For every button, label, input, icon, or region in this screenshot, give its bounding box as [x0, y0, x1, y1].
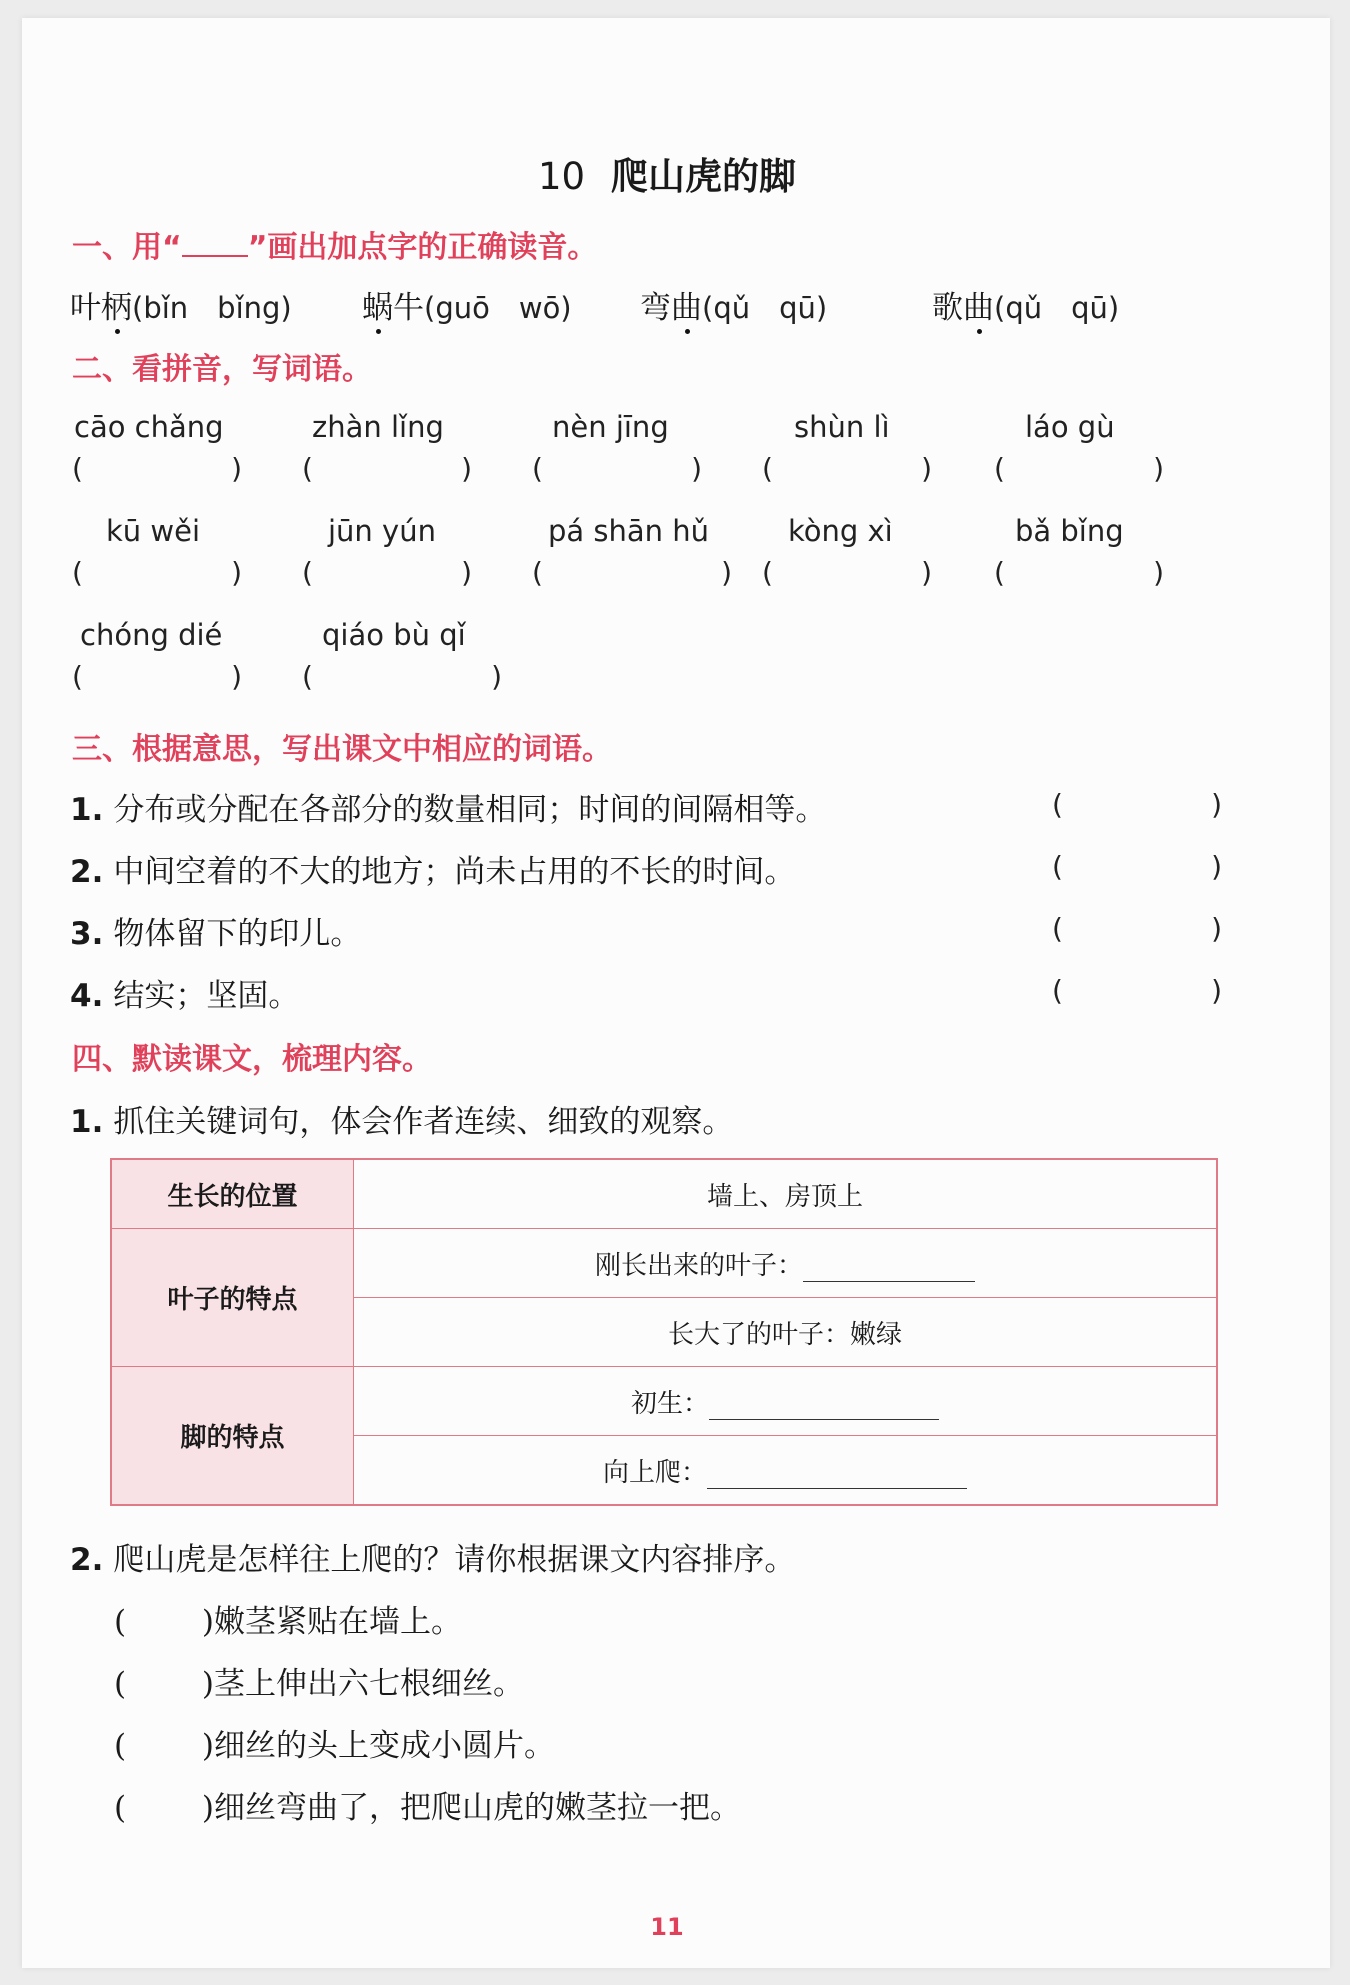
question-text: 结实；坚固。	[113, 978, 300, 1014]
close-paren: )	[201, 1728, 214, 1764]
close-paren: )	[461, 452, 472, 485]
answer-blank[interactable]	[707, 1462, 967, 1489]
section4-question-1	[70, 1096, 733, 1141]
lesson-number: 10	[537, 155, 586, 198]
pronunciation-item-2	[362, 282, 572, 327]
open-paren: (	[1052, 912, 1063, 945]
answer-box[interactable]	[994, 556, 1164, 589]
pronunciation-item-1	[70, 282, 292, 327]
pinyin-item: qiáo bù qǐ	[322, 618, 466, 652]
answer-box[interactable]	[1052, 912, 1222, 945]
open-paren: (	[72, 556, 83, 589]
cell-prompt: 向上爬：	[602, 1457, 707, 1488]
close-paren: )	[461, 556, 472, 589]
table-cell: 长大了的叶子：嫩绿	[354, 1298, 1218, 1367]
question-text: 爬山虎是怎样往上爬的？请你根据课文内容排序。	[113, 1542, 796, 1578]
answer-box[interactable]	[1052, 788, 1222, 821]
close-paren: )	[231, 452, 242, 485]
pronunciation-item-4	[932, 282, 1119, 327]
lesson-title	[22, 146, 1312, 200]
dotted-char: 曲	[963, 290, 994, 326]
reading-options[interactable]: (bǐn bǐng)	[132, 291, 292, 325]
answer-box[interactable]	[762, 452, 932, 485]
order-item	[114, 1658, 524, 1703]
table-cell	[354, 1229, 1218, 1298]
close-paren: )	[691, 452, 702, 485]
pinyin-item: kòng xì	[788, 514, 893, 548]
worksheet-page	[22, 18, 1330, 1968]
word-char: 叶	[70, 290, 101, 326]
question-number: 4.	[70, 978, 104, 1014]
open-paren: (	[994, 452, 1005, 485]
section1-heading-pre: 一、用“	[72, 230, 182, 265]
meaning-item-1	[70, 784, 826, 829]
question-number: 2.	[70, 854, 104, 890]
question-text: 抓住关键词句，体会作者连续、细致的观察。	[113, 1104, 734, 1140]
question-text: 中间空着的不大的地方；尚未占用的不长的时间。	[113, 854, 796, 890]
close-paren: )	[1211, 912, 1222, 945]
open-paren: (	[302, 660, 313, 693]
answer-box[interactable]	[302, 660, 502, 693]
question-text: 分布或分配在各部分的数量相同；时间的间隔相等。	[113, 792, 827, 828]
dotted-char: 蜗	[362, 290, 393, 326]
question-number: 2.	[70, 1542, 104, 1578]
pinyin-item: nèn jīng	[552, 410, 669, 444]
open-paren: (	[114, 1666, 127, 1702]
section4-heading: 四、默读课文，梳理内容。	[72, 1042, 432, 1077]
section4-question-2	[70, 1534, 795, 1579]
close-paren: )	[1153, 452, 1164, 485]
table-cell: 墙上、房顶上	[354, 1159, 1218, 1229]
close-paren: )	[491, 660, 502, 693]
close-paren: )	[231, 556, 242, 589]
pinyin-item: kū wěi	[106, 514, 201, 548]
observation-table	[110, 1158, 1218, 1506]
order-box[interactable]	[114, 1666, 214, 1702]
answer-blank[interactable]	[709, 1393, 939, 1420]
open-paren: (	[532, 452, 543, 485]
order-box[interactable]	[114, 1604, 214, 1640]
underline-blank	[182, 233, 248, 257]
question-text: 物体留下的印儿。	[113, 916, 362, 952]
answer-box[interactable]	[72, 660, 242, 693]
order-text: 嫩茎紧贴在墙上。	[214, 1604, 462, 1640]
close-paren: )	[231, 660, 242, 693]
order-item	[114, 1596, 462, 1641]
close-paren: )	[721, 556, 732, 589]
close-paren: )	[201, 1604, 214, 1640]
close-paren: )	[1211, 974, 1222, 1007]
meaning-item-2	[70, 846, 795, 891]
question-number: 1.	[70, 792, 104, 828]
pinyin-item: shùn lì	[794, 410, 890, 444]
table-row	[111, 1159, 1217, 1229]
open-paren: (	[532, 556, 543, 589]
table-cell	[354, 1367, 1218, 1436]
section2-heading: 二、看拼音，写词语。	[72, 352, 372, 387]
answer-box[interactable]	[532, 452, 702, 485]
meaning-item-3	[70, 908, 361, 953]
table-row	[111, 1229, 1217, 1298]
open-paren: (	[72, 660, 83, 693]
answer-box[interactable]	[72, 452, 242, 485]
answer-box[interactable]	[994, 452, 1164, 485]
question-number: 3.	[70, 916, 104, 952]
section3-heading: 三、根据意思，写出课文中相应的词语。	[72, 732, 612, 767]
answer-box[interactable]	[1052, 974, 1222, 1007]
close-paren: )	[1211, 788, 1222, 821]
open-paren: (	[114, 1790, 127, 1826]
section1-heading	[72, 222, 597, 266]
open-paren: (	[72, 452, 83, 485]
open-paren: (	[1052, 788, 1063, 821]
open-paren: (	[302, 452, 313, 485]
order-box[interactable]	[114, 1728, 214, 1764]
row-label: 脚的特点	[111, 1367, 354, 1506]
table-row	[111, 1367, 1217, 1436]
open-paren: (	[114, 1604, 127, 1640]
pinyin-item: láo gù	[1025, 410, 1115, 444]
page-number: 11	[650, 1913, 684, 1941]
word-char: 歌	[932, 290, 963, 326]
pinyin-item: zhàn lǐng	[312, 410, 444, 444]
word-char: 弯	[640, 290, 671, 326]
cell-prompt: 刚长出来的叶子：	[594, 1250, 803, 1281]
answer-box[interactable]	[1052, 850, 1222, 883]
cell-prompt: 初生：	[630, 1388, 709, 1419]
order-text: 细丝的头上变成小圆片。	[214, 1728, 555, 1764]
open-paren: (	[762, 452, 773, 485]
open-paren: (	[302, 556, 313, 589]
open-paren: (	[1052, 850, 1063, 883]
reading-options[interactable]: (qǔ qū)	[702, 291, 828, 325]
table-cell	[354, 1436, 1218, 1506]
pinyin-item: cāo chǎng	[74, 410, 224, 444]
order-text: 细丝弯曲了，把爬山虎的嫩茎拉一把。	[214, 1790, 741, 1826]
order-item	[114, 1782, 741, 1827]
open-paren: (	[762, 556, 773, 589]
order-item	[114, 1720, 555, 1765]
question-number: 1.	[70, 1104, 104, 1140]
answer-box[interactable]	[762, 556, 932, 589]
answer-box[interactable]	[72, 556, 242, 589]
order-text: 茎上伸出六七根细丝。	[214, 1666, 524, 1702]
close-paren: )	[1153, 556, 1164, 589]
pinyin-item: chóng dié	[80, 618, 223, 652]
close-paren: )	[921, 452, 932, 485]
pinyin-item: pá shān hǔ	[548, 514, 710, 548]
row-label: 生长的位置	[111, 1159, 354, 1229]
row-label: 叶子的特点	[111, 1229, 354, 1367]
reading-options[interactable]: (qǔ qū)	[994, 291, 1120, 325]
close-paren: )	[1211, 850, 1222, 883]
lesson-name: 爬山虎的脚	[611, 155, 797, 198]
section1-heading-post: ”画出加点字的正确读音。	[247, 230, 598, 265]
answer-box[interactable]	[532, 556, 732, 589]
open-paren: (	[114, 1728, 127, 1764]
close-paren: )	[201, 1666, 214, 1702]
answer-box[interactable]	[302, 452, 472, 485]
pinyin-item: bǎ bǐng	[1015, 514, 1124, 548]
answer-blank[interactable]	[803, 1255, 975, 1282]
meaning-item-4	[70, 970, 299, 1015]
open-paren: (	[1052, 974, 1063, 1007]
close-paren: )	[921, 556, 932, 589]
dotted-char: 柄	[101, 290, 132, 326]
dotted-char: 曲	[671, 290, 702, 326]
word-char: 牛	[393, 290, 424, 326]
open-paren: (	[994, 556, 1005, 589]
pronunciation-item-3	[640, 282, 827, 327]
reading-options[interactable]: (guō wō)	[424, 291, 572, 325]
pinyin-item: jūn yún	[328, 514, 436, 548]
close-paren: )	[201, 1790, 214, 1826]
order-box[interactable]	[114, 1790, 214, 1826]
answer-box[interactable]	[302, 556, 472, 589]
